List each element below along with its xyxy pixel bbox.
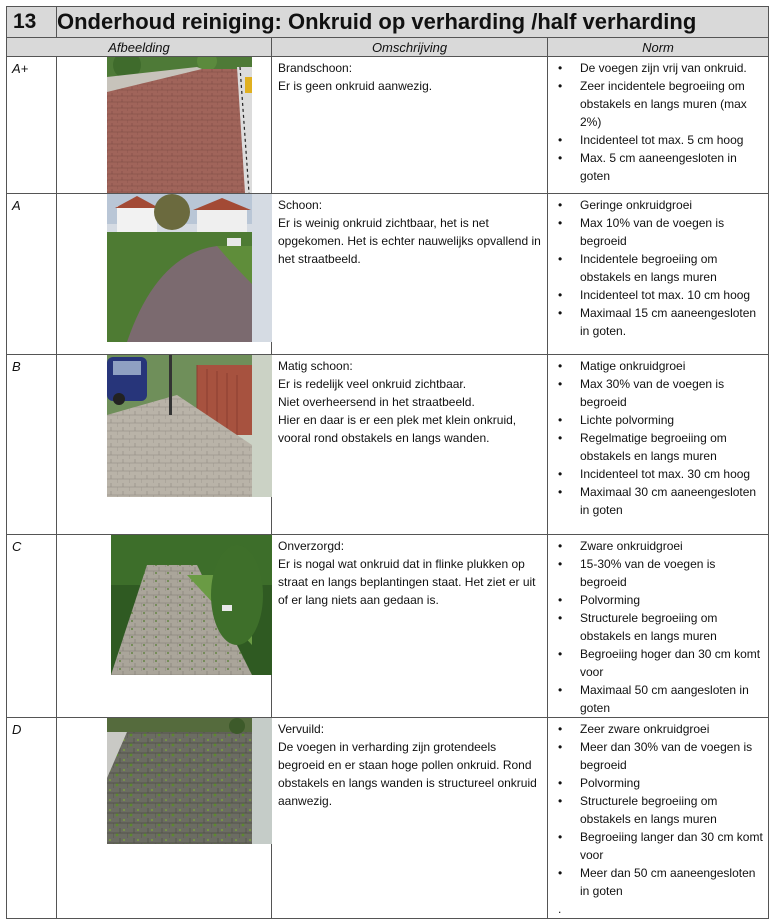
bullet-icon: •	[558, 776, 563, 790]
bullet-icon: •	[558, 539, 563, 553]
list-item	[552, 149, 764, 185]
list-item	[552, 131, 764, 149]
column-header-row	[7, 38, 769, 57]
bullet-icon: •	[558, 306, 563, 320]
list-item	[552, 286, 764, 304]
norm-text: Zeer incidentele begroeiing om obstakels en langs muren (max 2%)	[580, 79, 747, 129]
table-row	[7, 355, 769, 535]
list-item	[552, 738, 764, 774]
norm-text: Incidenteel tot max. 5 cm hoog	[580, 133, 744, 147]
norm-table	[6, 6, 769, 919]
description-cell	[272, 718, 548, 919]
description-text: Niet overheersend in het straatbeeld.	[278, 395, 475, 409]
list-item	[552, 59, 764, 77]
list-item	[552, 465, 764, 483]
table-row	[7, 535, 769, 718]
norm-text: Polvorming	[580, 776, 641, 790]
bullet-icon: •	[558, 413, 563, 427]
list-item	[552, 304, 764, 340]
norm-text: Zeer zware onkruidgroei	[580, 722, 710, 736]
norm-text: Incidenteel tot max. 10 cm hoog	[580, 288, 751, 302]
list-item	[552, 645, 764, 681]
image-cell	[57, 57, 272, 194]
bullet-icon: •	[558, 377, 563, 391]
norm-cell	[548, 194, 769, 355]
norm-text: Incidenteel tot max. 30 cm hoog	[580, 467, 751, 481]
list-item	[552, 609, 764, 645]
list-item	[552, 375, 764, 411]
norm-text: Structurele begroeiing om obstakels en langs muren	[580, 611, 718, 643]
bullet-icon: •	[558, 794, 563, 808]
image-cell	[57, 718, 272, 919]
list-item	[552, 591, 764, 609]
bullet-icon: •	[558, 647, 563, 661]
norm-text: Regelmatige begroeiing om obstakels en langs muren	[580, 431, 727, 463]
description-text: Hier en daar is er een plek met klein onkruid, vooral rond obstakels en langs wanden.	[278, 413, 517, 445]
norm-text: 15-30% van de voegen is begroeid	[580, 557, 716, 589]
description-text: Er is redelijk veel onkruid zichtbaar.	[278, 377, 467, 391]
description-title: Onverzorgd:	[278, 539, 345, 553]
bullet-icon: •	[558, 151, 563, 165]
norm-cell	[548, 57, 769, 194]
list-item	[552, 555, 764, 591]
description-text: Er is weinig onkruid zichtbaar, het is net opgekomen. Het is echter nauwelijks opvallend in het straatbeeld.	[278, 216, 541, 266]
bullet-icon: •	[558, 198, 563, 212]
section-number: 13	[7, 7, 57, 38]
column-header-description: Omschrijving	[272, 38, 548, 57]
column-header-image: Afbeelding	[7, 38, 272, 57]
norm-text: Polvorming	[580, 593, 641, 607]
norm-text: Zware onkruidgroei	[580, 539, 683, 553]
title-row	[7, 7, 769, 38]
bullet-icon: •	[558, 79, 563, 93]
description-cell	[272, 535, 548, 718]
description-title: Matig schoon:	[278, 359, 353, 373]
list-item	[552, 792, 764, 828]
grade-label: A+	[7, 57, 57, 194]
table-row	[7, 718, 769, 919]
norm-text: Lichte polvorming	[580, 413, 675, 427]
norm-cell	[548, 355, 769, 535]
bullet-icon: •	[558, 830, 563, 844]
bullet-icon: •	[558, 557, 563, 571]
bullet-icon: •	[558, 485, 563, 499]
grade-label: C	[7, 535, 57, 718]
description-cell	[272, 57, 548, 194]
list-item	[552, 681, 764, 717]
bullet-icon: •	[558, 593, 563, 607]
list-item	[552, 537, 764, 555]
norm-text: Maximaal 30 cm aaneengesloten in goten	[580, 485, 757, 517]
bullet-icon: •	[558, 431, 563, 445]
bullet-icon: •	[558, 61, 563, 75]
bullet-icon: •	[558, 216, 563, 230]
norm-text: Begroeiing hoger dan 30 cm komt voor	[580, 647, 761, 679]
bullet-icon: •	[558, 683, 563, 697]
bullet-icon: •	[558, 252, 563, 266]
norm-text: Matige onkruidgroei	[580, 359, 686, 373]
list-item	[552, 429, 764, 465]
bullet-icon: •	[558, 133, 563, 147]
description-title: Schoon:	[278, 198, 323, 212]
list-item	[552, 250, 764, 286]
norm-text: Maximaal 15 cm aaneengesloten in goten.	[580, 306, 757, 338]
description-title: Brandschoon:	[278, 61, 353, 75]
bullet-icon: •	[558, 866, 563, 880]
street-photo-brick-road	[57, 57, 272, 193]
description-text: Er is nogal wat onkruid dat in flinke plukken op straat en langs beplantingen staat. Het ziet er uit of er lang niets aan gedaan is.	[278, 557, 536, 607]
street-photo-curved-road	[57, 194, 272, 354]
norm-text: Max 10% van de voegen is begroeid	[580, 216, 725, 248]
list-item	[552, 720, 764, 738]
image-cell	[57, 355, 272, 535]
description-title: Vervuild:	[278, 722, 325, 736]
table-row	[7, 57, 769, 194]
list-item	[552, 214, 764, 250]
bullet-icon: •	[558, 611, 563, 625]
image-cell	[57, 194, 272, 355]
norm-text: Begroeiing langer dan 30 cm komt voor	[580, 830, 763, 862]
image-cell	[57, 535, 272, 718]
norm-cell	[548, 535, 769, 718]
norm-text: Meer dan 50 cm aaneengesloten in goten	[580, 866, 756, 898]
norm-text: Maximaal 50 cm aangesloten in goten	[580, 683, 749, 715]
street-photo-sidewalk	[57, 355, 272, 534]
description-cell	[272, 355, 548, 535]
norm-text: Meer dan 30% van de voegen is begroeid	[580, 740, 753, 772]
list-item	[552, 411, 764, 429]
section-title: Onderhoud reiniging: Onkruid op verharding /half verharding	[57, 7, 769, 38]
norm-text: De voegen zijn vrij van onkruid.	[580, 61, 747, 75]
list-item	[552, 828, 764, 864]
norm-text: Max 30% van de voegen is begroeid	[580, 377, 725, 409]
norm-cell	[548, 718, 769, 919]
list-item	[552, 196, 764, 214]
grade-label: A	[7, 194, 57, 355]
list-item	[552, 77, 764, 131]
bullet-icon: •	[558, 359, 563, 373]
table-row	[7, 194, 769, 355]
bullet-icon: •	[558, 467, 563, 481]
list-item	[552, 357, 764, 375]
description-text: De voegen in verharding zijn grotendeels begroeid en er staan hoge pollen onkruid. Rond obstakels en langs wanden is structureel onkruid aanwezig.	[278, 740, 537, 808]
street-photo-weed-pavement	[57, 718, 272, 913]
description-cell	[272, 194, 548, 355]
grade-label: D	[7, 718, 57, 919]
trailing-dot: .	[558, 902, 562, 916]
list-item	[552, 864, 764, 900]
bullet-icon: •	[558, 288, 563, 302]
description-text: Er is geen onkruid aanwezig.	[278, 79, 433, 93]
bullet-icon: •	[558, 722, 563, 736]
list-item	[552, 774, 764, 792]
bullet-icon: •	[558, 740, 563, 754]
norm-text: Geringe onkruidgroei	[580, 198, 693, 212]
norm-text: Max. 5 cm aaneengesloten in goten	[580, 151, 737, 183]
norm-text: Structurele begroeiing om obstakels en langs muren	[580, 794, 718, 826]
street-photo-overgrown-path	[57, 535, 272, 715]
column-header-norm: Norm	[548, 38, 769, 57]
grade-label: B	[7, 355, 57, 535]
list-item	[552, 483, 764, 519]
norm-text: Incidentele begroeiing om obstakels en langs muren	[580, 252, 718, 284]
